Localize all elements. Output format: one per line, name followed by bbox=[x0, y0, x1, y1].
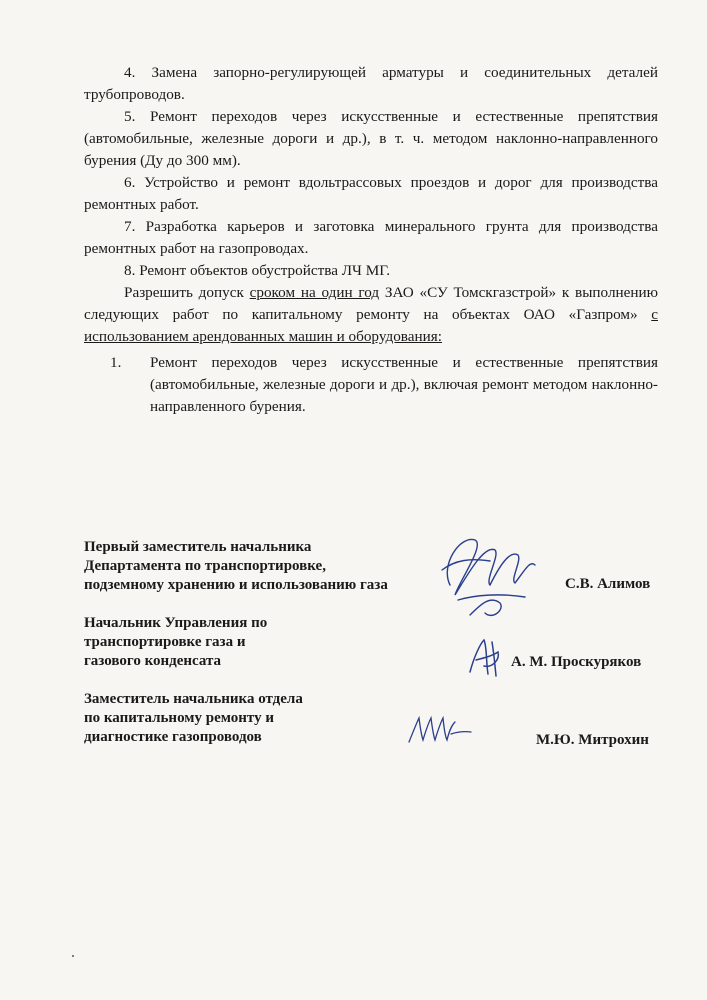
signatory-3-line-3: диагностике газопроводов bbox=[84, 729, 262, 745]
signatory-1-line-3: подземному хранению и использованию газа bbox=[84, 577, 388, 593]
permit-pre: Разрешить допуск bbox=[124, 284, 250, 301]
main-text bbox=[84, 62, 658, 348]
signatory-2-name: А. М. Проскуряков bbox=[511, 654, 642, 670]
signatory-1-line-1: Первый заместитель начальника bbox=[84, 539, 312, 555]
permit-condition: с использованием арендованных машин и оборудования: bbox=[84, 306, 658, 345]
signatory-title-2 bbox=[84, 614, 267, 671]
signatory-title-1 bbox=[84, 538, 388, 595]
paragraph-5: 5. Ремонт переходов через искусственные и естественные препятствия (автомобильные, железные дороги и др.), в т. ч. методом наклонно-направленного бурения (Ду до 300 мм). bbox=[84, 108, 658, 169]
signature-1-icon bbox=[430, 525, 550, 625]
list-item-text: Ремонт переходов через искусственные и естественные препятствия (автомобильные, железные дороги и др.), включая ремонт методом наклонно-направленного бурения. bbox=[150, 354, 658, 415]
signatory-1-name: С.В. Алимов bbox=[565, 576, 651, 592]
scan-speck bbox=[72, 955, 74, 957]
paragraph-8: 8. Ремонт объектов обустройства ЛЧ МГ. bbox=[124, 262, 391, 279]
permit-paragraph bbox=[84, 282, 658, 348]
signatory-2-line-1: Начальник Управления по bbox=[84, 615, 268, 631]
signatory-1-line-2: Департамента по транспортировке, bbox=[84, 558, 326, 574]
list-item-number: 1. bbox=[110, 354, 122, 371]
signature-3-icon bbox=[405, 712, 475, 747]
paragraph-4: 4. Замена запорно-регулирующей арматуры и соединительных деталей трубопроводов. bbox=[84, 64, 658, 103]
paragraph-7: 7. Разработка карьеров и заготовка минерального грунта для производства ремонтных работ на газопроводах. bbox=[84, 218, 658, 257]
signatory-3-line-1: Заместитель начальника отдела bbox=[84, 691, 303, 707]
signature-2-icon bbox=[462, 632, 512, 682]
paragraph-6: 6. Устройство и ремонт вдольтрассовых проездов и дорог для производства ремонтных работ. bbox=[84, 174, 658, 213]
signatory-2-line-3: газового конденсата bbox=[84, 653, 222, 669]
permit-list-item-1 bbox=[110, 352, 658, 418]
signatory-2-line-2: транспортировке газа и bbox=[84, 634, 246, 650]
permit-mid: ЗАО «СУ Томскгазстрой» к выполнению следующих работ по капитальному ремонту на объектах ОАО «Газпром» bbox=[84, 284, 658, 323]
signatory-3-name: М.Ю. Митрохин bbox=[536, 732, 649, 748]
signatory-3-line-2: по капитальному ремонту и bbox=[84, 710, 274, 726]
permit-term: сроком на один год bbox=[249, 284, 380, 301]
signatory-title-3 bbox=[84, 690, 303, 747]
